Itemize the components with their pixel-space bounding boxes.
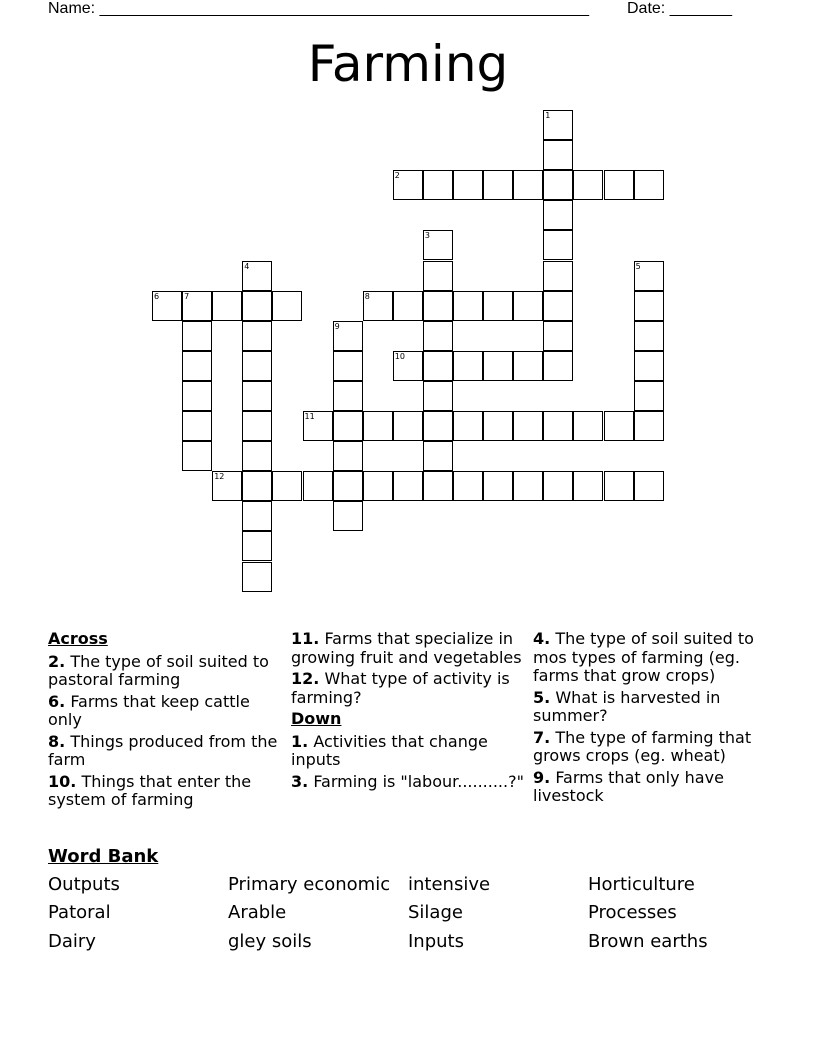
crossword-cell[interactable] xyxy=(423,441,453,471)
crossword-cell[interactable] xyxy=(393,291,423,321)
crossword-cell[interactable] xyxy=(634,170,664,200)
crossword-cell[interactable] xyxy=(242,381,272,411)
crossword-cell[interactable] xyxy=(423,381,453,411)
clue-down-5: 5. What is harvested in summer? xyxy=(533,687,721,725)
word-bank-item: Silage xyxy=(408,902,463,923)
crossword-cell[interactable] xyxy=(393,170,423,200)
crossword-cell[interactable] xyxy=(182,411,212,441)
crossword-cell[interactable] xyxy=(182,441,212,471)
clue-down-9: 9. Farms that only have livestock xyxy=(533,767,724,805)
clue-number: 4 xyxy=(244,261,250,271)
crossword-cell[interactable] xyxy=(363,471,393,501)
clue-across-11: 11. Farms that specialize in growing fruit and vegetables xyxy=(291,629,522,667)
crossword-cell[interactable] xyxy=(303,471,333,501)
crossword-cell[interactable] xyxy=(393,411,423,441)
crossword-cell[interactable] xyxy=(543,200,573,230)
crossword-cell[interactable] xyxy=(543,261,573,291)
clue-number: 11 xyxy=(304,412,315,421)
crossword-cell[interactable] xyxy=(363,411,393,441)
crossword-cell[interactable] xyxy=(423,170,453,200)
crossword-cell[interactable] xyxy=(393,471,423,501)
crossword-cell[interactable] xyxy=(453,170,483,200)
page-title: Farming xyxy=(307,35,509,93)
crossword-cell[interactable] xyxy=(333,321,363,351)
clue-across-12: 12. What type of activity is farming? xyxy=(291,669,510,707)
crossword-cell[interactable] xyxy=(333,471,363,501)
crossword-cell[interactable] xyxy=(604,471,634,501)
crossword-cell[interactable] xyxy=(242,501,272,531)
crossword-cell[interactable] xyxy=(242,411,272,441)
name-field-label: Name: _______________________________________________________ xyxy=(48,0,589,17)
clue-across-8: 8. Things produced from the farm xyxy=(48,731,278,769)
clue-number: 9 xyxy=(334,321,340,331)
clues-column-1 xyxy=(48,630,283,813)
crossword-cell[interactable] xyxy=(212,471,242,501)
crossword-cell[interactable] xyxy=(513,351,543,381)
clues-column-3 xyxy=(533,630,773,809)
across-heading: Across xyxy=(48,629,108,648)
crossword-cell[interactable] xyxy=(543,471,573,501)
crossword-cell[interactable] xyxy=(453,471,483,501)
clue-down-7: 7. The type of farming that grows crops (eg. wheat) xyxy=(533,727,752,765)
crossword-cell[interactable] xyxy=(483,291,513,321)
crossword-cell[interactable] xyxy=(242,441,272,471)
crossword-cell[interactable] xyxy=(242,351,272,381)
crossword-cell[interactable] xyxy=(453,411,483,441)
crossword-cell[interactable] xyxy=(242,291,272,321)
clue-across-6: 6. Farms that keep cattle only xyxy=(48,691,250,729)
crossword-cell[interactable] xyxy=(573,411,603,441)
crossword-cell[interactable] xyxy=(242,471,272,501)
crossword-cell[interactable] xyxy=(543,321,573,351)
clue-number: 5 xyxy=(635,261,641,271)
crossword-cell[interactable] xyxy=(242,562,272,592)
crossword-cell[interactable] xyxy=(423,261,453,291)
word-bank-item: Inputs xyxy=(408,931,464,952)
clue-number: 10 xyxy=(394,351,405,361)
crossword-cell[interactable] xyxy=(513,291,543,321)
word-bank-item: Arable xyxy=(228,902,287,923)
date-field-label: Date: _______ xyxy=(627,0,732,17)
crossword-cell[interactable] xyxy=(182,351,212,381)
crossword-cell[interactable] xyxy=(634,291,664,321)
crossword-cell[interactable] xyxy=(152,291,182,321)
crossword-cell[interactable] xyxy=(333,501,363,531)
clue-number: 1 xyxy=(545,111,551,120)
word-bank-item: Brown earths xyxy=(588,931,708,952)
crossword-cell[interactable] xyxy=(513,471,543,501)
word-bank-item: Outputs xyxy=(48,874,120,895)
word-bank-item: Patoral xyxy=(48,902,111,923)
crossword-cell[interactable] xyxy=(272,291,302,321)
clue-down-1: 1. Activities that change inputs xyxy=(291,731,488,769)
crossword-cell[interactable] xyxy=(423,471,453,501)
clue-number: 8 xyxy=(364,291,370,301)
word-bank-heading: Word Bank xyxy=(48,846,159,867)
crossword-cell[interactable] xyxy=(573,471,603,501)
crossword-cell[interactable] xyxy=(423,411,453,441)
crossword-cell[interactable] xyxy=(272,471,302,501)
crossword-cell[interactable] xyxy=(543,351,573,381)
crossword-cell[interactable] xyxy=(393,351,423,381)
clue-across-10: 10. Things that enter the system of farming xyxy=(48,771,252,809)
down-heading: Down xyxy=(291,709,342,728)
crossword-cell[interactable] xyxy=(483,411,513,441)
crossword-cell[interactable] xyxy=(333,411,363,441)
crossword-cell[interactable] xyxy=(634,321,664,351)
crossword-cell[interactable] xyxy=(333,381,363,411)
crossword-cell[interactable] xyxy=(453,291,483,321)
crossword-cell[interactable] xyxy=(423,291,453,321)
crossword-cell[interactable] xyxy=(182,291,212,321)
crossword-cell[interactable] xyxy=(242,261,272,291)
crossword-cell[interactable] xyxy=(543,110,573,140)
crossword-cell[interactable] xyxy=(423,351,453,381)
clues-column-2 xyxy=(291,630,526,794)
crossword-cell[interactable] xyxy=(604,411,634,441)
clue-across-2: 2. The type of soil suited to pastoral farming xyxy=(48,651,269,689)
crossword-cell[interactable] xyxy=(543,140,573,170)
crossword-cell[interactable] xyxy=(182,381,212,411)
crossword-cell[interactable] xyxy=(634,351,664,381)
crossword-cell[interactable] xyxy=(242,531,272,561)
word-bank-item: intensive xyxy=(408,874,491,895)
crossword-cell[interactable] xyxy=(333,351,363,381)
crossword-cell[interactable] xyxy=(543,291,573,321)
crossword-cell[interactable] xyxy=(634,261,664,291)
crossword-cell[interactable] xyxy=(604,170,634,200)
crossword-cell[interactable] xyxy=(303,411,333,441)
crossword-cell[interactable] xyxy=(634,411,664,441)
crossword-cell[interactable] xyxy=(513,411,543,441)
crossword-cell[interactable] xyxy=(543,230,573,260)
crossword-cell[interactable] xyxy=(242,321,272,351)
clue-down-4: 4. The type of soil suited to mos types of farming (eg. farms that grow crops) xyxy=(533,629,754,685)
crossword-cell[interactable] xyxy=(513,170,543,200)
crossword-cell[interactable] xyxy=(543,170,573,200)
clue-number: 12 xyxy=(214,472,225,482)
word-bank-item: gley soils xyxy=(228,931,312,952)
word-bank-item: Dairy xyxy=(48,931,96,952)
word-bank-item: Horticulture xyxy=(588,874,695,895)
clue-number: 7 xyxy=(184,291,190,301)
crossword-cell[interactable] xyxy=(483,351,513,381)
crossword-cell[interactable] xyxy=(212,291,242,321)
word-bank-item: Processes xyxy=(588,902,677,923)
crossword-cell[interactable] xyxy=(363,291,393,321)
clue-number: 6 xyxy=(154,291,160,301)
word-bank-item: Primary economic xyxy=(228,874,391,895)
crossword-cell[interactable] xyxy=(573,170,603,200)
crossword-cell[interactable] xyxy=(182,321,212,351)
clue-number: 2 xyxy=(394,171,400,181)
crossword-cell[interactable] xyxy=(333,441,363,471)
crossword-cell[interactable] xyxy=(634,381,664,411)
crossword-cell[interactable] xyxy=(483,170,513,200)
clue-down-3: 3. Farming is "labour..........?" xyxy=(291,771,524,791)
crossword-cell[interactable] xyxy=(634,471,664,501)
clue-number: 3 xyxy=(424,231,430,241)
crossword-cell[interactable] xyxy=(453,351,483,381)
crossword-cell[interactable] xyxy=(423,321,453,351)
crossword-cell[interactable] xyxy=(543,411,573,441)
crossword-cell[interactable] xyxy=(483,471,513,501)
crossword-cell[interactable] xyxy=(423,230,453,260)
